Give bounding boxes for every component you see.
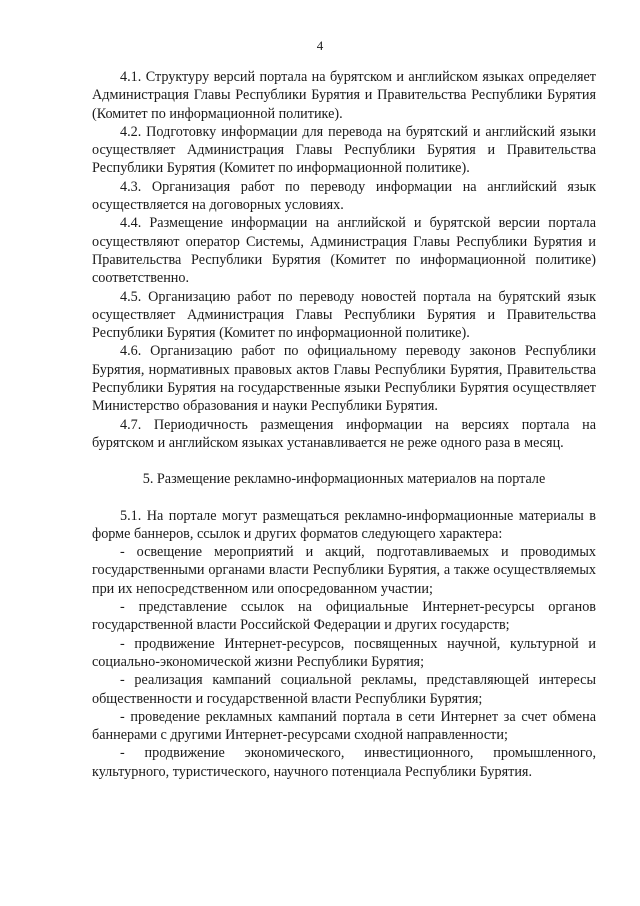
paragraph-5-1: 5.1. На портале могут размещаться рекламно-информационные материалы в форме баннеров, ссылок и других форматов следующего характера: xyxy=(92,507,596,542)
section-5-heading: 5. Размещение рекламно-информационных материалов на портале xyxy=(142,471,546,488)
list-item: - представление ссылок на официальные Интернет-ресурсы органов государственной власти Российской Федерации и других государств; xyxy=(92,599,596,634)
paragraph-4-2: 4.2. Подготовку информации для перевода на бурятский и английский языки осуществляет Администрация Главы Республики Бурятия и Правительства Республики Бурятия (Комитет по информационной политике). xyxy=(92,123,596,177)
list-item: - освещение мероприятий и акций, подготавливаемых и проводимых государственными органами власти Республики Бурятия, а также осуществляемых при их непосредственном или опосредованном участии; xyxy=(92,544,596,597)
list-item: - реализация кампаний социальной рекламы, представляющей интересы общественности и государственной власти Республики Бурятия; xyxy=(92,672,596,707)
document-body xyxy=(92,68,596,781)
paragraph-4-3: 4.3. Организация работ по переводу информации на английский язык осуществляется на договорных условиях. xyxy=(92,178,596,214)
paragraph-4-6: 4.6. Организацию работ по официальному переводу законов Республики Бурятия, нормативных правовых актов Главы Республики Бурятия, Правительства Республики Бурятия на государственные языки Республики Бурятия осуществляет Министерство образования и науки Республики Бурятия. xyxy=(92,343,596,415)
list-item: - проведение рекламных кампаний портала в сети Интернет за счет обмена баннерами с другими Интернет-ресурсами сходной направленности; xyxy=(92,708,596,744)
paragraph-4-7: 4.7. Периодичность размещения информации на версиях портала на бурятском и английском языках устанавливается не реже одного раза в месяц. xyxy=(92,416,596,451)
paragraph-4-1: 4.1. Структуру версий портала на бурятском и английском языках определяет Администрация Главы Республики Бурятия и Правительства Республики Бурятия (Комитет по информационной политике). xyxy=(92,69,596,122)
list-item: - продвижение Интернет-ресурсов, посвященных научной, культурной и социально-экономической жизни Республики Бурятия; xyxy=(92,635,596,670)
list-item: - продвижение экономического, инвестиционного, промышленного, культурного, туристического, научного потенциала Республики Бурятия. xyxy=(92,745,596,780)
paragraph-4-4: 4.4. Размещение информации на английской и бурятской версии портала осуществляют оператор Системы, Администрация Главы Республики Бурятия и Правительства Республики Бурятия (Комитет по информационной политике) соответственно. xyxy=(92,215,596,287)
paragraph-4-5: 4.5. Организацию работ по переводу новостей портала на бурятский язык осуществляет Администрация Главы Республики Бурятия и Правительства Республики Бурятия (Комитет по информационной политике). xyxy=(92,288,596,342)
page-number: 4 xyxy=(316,38,324,53)
